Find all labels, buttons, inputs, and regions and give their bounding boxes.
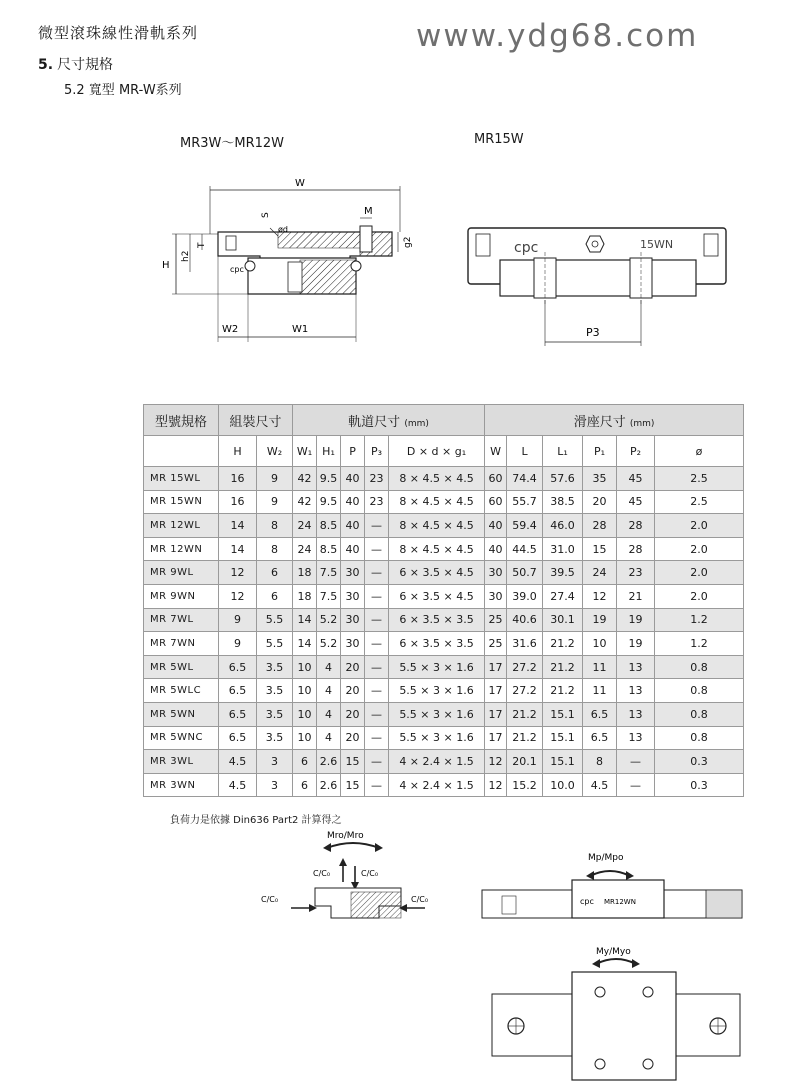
table-row [144,608,744,632]
table-cell: — [365,561,389,585]
table-cell: 19 [617,608,655,632]
table-cell: 20 [341,679,365,703]
table-cell: 15 [341,773,365,797]
dim-w-label: W [295,178,305,189]
table-cell: 50.7 [507,561,543,585]
load-diagram-side-view [480,846,744,936]
table-cell: — [365,773,389,797]
rail-body [500,260,696,296]
table-cell: 7.5 [317,584,341,608]
table-cell: 2.5 [655,490,744,514]
table-cell: 19 [617,632,655,656]
table-cell: 5.5 [257,632,293,656]
table-cell: 23 [365,467,389,491]
column-header: H [219,436,257,467]
dim-w1-label: W1 [292,324,309,335]
table-cell: 10 [293,702,317,726]
column-header: H₁ [317,436,341,467]
page-heading: 微型滾珠線性滑軌系列 [38,24,199,42]
table-cell: 6.5 [219,655,257,679]
table-cell: 57.6 [543,467,583,491]
table-row [144,514,744,538]
table-cell: 0.8 [655,679,744,703]
model-cell: MR 12WL [144,514,219,538]
table-cell: 40 [341,467,365,491]
dim-t-label: T [197,242,207,248]
table-cell: 4.5 [219,750,257,774]
table-cell: 30 [485,584,507,608]
column-header: L₁ [543,436,583,467]
table-cell: 2.0 [655,537,744,561]
table-cell: 45 [617,490,655,514]
header-model: 型號規格 [144,405,219,436]
table-cell: 1.2 [655,608,744,632]
table-cell: 42 [293,467,317,491]
table-cell: 2.0 [655,514,744,538]
table-cell: 6 × 3.5 × 3.5 [389,632,485,656]
table-cell: 27.2 [507,679,543,703]
table-cell: 21.2 [507,702,543,726]
table-cell: 4 [317,655,341,679]
table-cell: 17 [485,655,507,679]
model-cell: MR 12WN [144,537,219,561]
table-cell: 12 [583,584,617,608]
table-cell: 74.4 [507,467,543,491]
table-cell: 3.5 [257,726,293,750]
table-cell: 8 × 4.5 × 4.5 [389,467,485,491]
table-cell: — [365,655,389,679]
table-cell: 16 [219,467,257,491]
table-cell: 40 [341,537,365,561]
table-cell: 14 [293,632,317,656]
model-cell: MR 3WN [144,773,219,797]
table-cell: 44.5 [507,537,543,561]
table-cell: 21.2 [543,679,583,703]
table-cell: 4.5 [583,773,617,797]
section-title: 尺寸規格 [57,57,114,73]
dim-d-label: ød [278,225,288,234]
column-header: D × d × g₁ [389,436,485,467]
table-cell: — [617,750,655,774]
model-cell: MR 7WL [144,608,219,632]
dim-h2-label: h2 [181,250,191,262]
table-cell: — [365,679,389,703]
table-cell: 45 [617,467,655,491]
model-cell: MR 5WNC [144,726,219,750]
table-cell: 9 [219,632,257,656]
dim-p3-label: P3 [586,326,600,339]
table-cell: 5.5 × 3 × 1.6 [389,726,485,750]
table-row [144,561,744,585]
table-cell: 60 [485,467,507,491]
block-brand-mark: cpc [580,897,594,906]
table-cell: 55.7 [507,490,543,514]
table-cell: 4.5 [219,773,257,797]
label-mro: Mro/Mro [327,831,364,841]
table-row [144,679,744,703]
table-row [144,702,744,726]
table-cell: 10.0 [543,773,583,797]
table-cell: 8 [583,750,617,774]
label-my: My/Myo [596,947,631,957]
model-cell: MR 5WL [144,655,219,679]
table-cell: 18 [293,561,317,585]
rail-bolt-hole [288,262,302,292]
table-cell: 4 [317,726,341,750]
model-cell: MR 9WN [144,584,219,608]
dim-g2-label: g2 [403,236,413,248]
table-cell: 25 [485,608,507,632]
table-cell: 28 [583,514,617,538]
label-mp: Mp/Mpo [588,853,624,863]
table-cell: 24 [293,514,317,538]
table-cell: 19 [583,608,617,632]
table-cell: 12 [485,750,507,774]
table-row [144,773,744,797]
table-cell: 30 [341,632,365,656]
model-marking: 15WN [640,238,674,251]
table-cell: 2.6 [317,750,341,774]
column-header: P [341,436,365,467]
table-cell: 15.1 [543,750,583,774]
table-row [144,655,744,679]
column-header: P₃ [365,436,389,467]
model-cell: MR 3WL [144,750,219,774]
table-cell: 20 [341,702,365,726]
table-cell: 10 [293,679,317,703]
table-cell: 20 [341,726,365,750]
model-cell: MR 9WL [144,561,219,585]
table-cell: 30 [341,608,365,632]
table-cell: 8 × 4.5 × 4.5 [389,537,485,561]
column-header: W₂ [257,436,293,467]
table-cell: 23 [365,490,389,514]
table-row [144,726,744,750]
table-cell: 5.5 [257,608,293,632]
table-cell: 60 [485,490,507,514]
load-note: 負荷力是依據 Din636 Part2 計算得之 [170,815,342,826]
website-url: www.ydg68.com [416,18,699,54]
table-cell: — [365,537,389,561]
cross-section-drawing [160,172,413,352]
table-cell: 10 [293,655,317,679]
table-cell: 6.5 [583,726,617,750]
table-cell: 15.1 [543,702,583,726]
table-cell: 0.8 [655,655,744,679]
model-cell: MR 5WLC [144,679,219,703]
spec-table [143,404,744,797]
table-cell: 20 [583,490,617,514]
table-body [144,467,744,797]
table-cell: 23 [617,561,655,585]
table-cell: 38.5 [543,490,583,514]
table-cell: 9 [257,490,293,514]
table-cell: 28 [617,537,655,561]
table-cell: 17 [485,702,507,726]
table-cell: 6.5 [219,702,257,726]
block-model-mark: MR12WN [604,898,636,906]
table-cell: 9.5 [317,467,341,491]
table-cell: 31.6 [507,632,543,656]
column-header: W [485,436,507,467]
section-heading [38,54,113,74]
column-header: P₁ [583,436,617,467]
table-column-header-row [144,436,744,467]
table-cell: 10 [583,632,617,656]
table-cell: 27.4 [543,584,583,608]
grease-nipple-icon [586,236,604,252]
table-cell: 6 × 3.5 × 3.5 [389,608,485,632]
table-row [144,750,744,774]
table-cell: — [365,584,389,608]
table-cell: 21.2 [507,726,543,750]
dim-w2-label: W2 [222,324,239,335]
label-c-side-right: C/C₀ [411,895,429,904]
table-cell: 2.5 [655,467,744,491]
column-header: ø [655,436,744,467]
table-cell: 21.2 [543,632,583,656]
table-cell: 9 [219,608,257,632]
table-cell: 30 [485,561,507,585]
column-header: P₂ [617,436,655,467]
table-cell: — [365,702,389,726]
label-c-left: C/C₀ [313,869,331,878]
table-cell: 11 [583,679,617,703]
table-group-header-row [144,405,744,436]
table-cell: 30.1 [543,608,583,632]
table-cell: 2.0 [655,584,744,608]
table-cell: 6.5 [219,726,257,750]
table-cell: 3 [257,750,293,774]
brand-mark-left: cpc [230,265,244,274]
section-number: 5. [38,57,54,73]
column-header: L [507,436,543,467]
header-rail: 軌道尺寸 (mm) [293,405,485,436]
table-cell: 40.6 [507,608,543,632]
table-cell: 46.0 [543,514,583,538]
table-cell: 8.5 [317,514,341,538]
table-cell: 17 [485,726,507,750]
table-row [144,490,744,514]
table-cell: 9 [257,467,293,491]
table-cell: — [365,608,389,632]
table-cell: 3 [257,773,293,797]
dim-m-label: M [364,206,373,217]
table-cell: 6 [257,561,293,585]
table-cell: 12 [219,561,257,585]
table-cell: 13 [617,655,655,679]
table-cell: 3.5 [257,655,293,679]
table-cell: 13 [617,679,655,703]
table-cell: — [365,750,389,774]
table-cell: 8 [257,514,293,538]
table-cell: 13 [617,726,655,750]
table-cell: 6.5 [583,702,617,726]
table-cell: 14 [293,608,317,632]
table-cell: 5.5 × 3 × 1.6 [389,679,485,703]
header-assembly: 組裝尺寸 [219,405,293,436]
table-cell: 16 [219,490,257,514]
table-cell: 40 [341,490,365,514]
load-diagram-cross-section [255,826,455,936]
header-block: 滑座尺寸 (mm) [485,405,744,436]
label-c-right: C/C₀ [361,869,379,878]
table-cell: — [365,632,389,656]
table-row [144,584,744,608]
table-cell: 1.2 [655,632,744,656]
model-cell: MR 15WL [144,467,219,491]
ball [351,261,361,271]
table-cell: 35 [583,467,617,491]
table-cell: 4 × 2.4 × 1.5 [389,773,485,797]
model-cell: MR 7WN [144,632,219,656]
table-cell: 40 [341,514,365,538]
brand-logo: cpc [514,240,539,256]
table-cell: 15.1 [543,726,583,750]
table-cell: 3.5 [257,702,293,726]
table-cell: 6 [293,773,317,797]
model-cell: MR 5WN [144,702,219,726]
subsection-heading: 5.2 寬型 MR-W系列 [64,83,182,98]
column-header: W₁ [293,436,317,467]
table-cell: 13 [617,702,655,726]
table-cell: 5.2 [317,608,341,632]
model-cell: MR 15WN [144,490,219,514]
table-cell: 40 [485,537,507,561]
dim-h-label: H [162,260,170,271]
table-cell: 14 [219,514,257,538]
table-cell: 0.3 [655,773,744,797]
table-cell: 3.5 [257,679,293,703]
table-cell: 17 [485,679,507,703]
table-cell: 40 [485,514,507,538]
table-cell: 6 [257,584,293,608]
table-cell: 8 [257,537,293,561]
table-cell: 21 [617,584,655,608]
table-cell: 4 × 2.4 × 1.5 [389,750,485,774]
table-cell: 21.2 [543,655,583,679]
table-cell: 11 [583,655,617,679]
table-cell: 0.8 [655,702,744,726]
table-cell: 4 [317,679,341,703]
table-cell: 4 [317,702,341,726]
table-cell: — [365,726,389,750]
table-cell: 10 [293,726,317,750]
table-row [144,632,744,656]
table-cell: 7.5 [317,561,341,585]
table-cell: 39.0 [507,584,543,608]
table-cell: 18 [293,584,317,608]
table-row [144,467,744,491]
table-cell: 15 [583,537,617,561]
table-cell: 2.6 [317,773,341,797]
table-cell: 2.0 [655,561,744,585]
table-cell: — [365,514,389,538]
table-cell: 20 [341,655,365,679]
table-cell: 5.5 × 3 × 1.6 [389,655,485,679]
table-cell: 9.5 [317,490,341,514]
table-cell: 0.3 [655,750,744,774]
table-cell: 5.5 × 3 × 1.6 [389,702,485,726]
table-cell: 39.5 [543,561,583,585]
table-row [144,537,744,561]
table-cell: 8.5 [317,537,341,561]
table-cell: 12 [485,773,507,797]
table-cell: 0.8 [655,726,744,750]
figure-label-right: MR15W [474,132,524,147]
table-cell: 30 [341,584,365,608]
table-cell: — [617,773,655,797]
table-cell: 6.5 [219,679,257,703]
table-cell: 15.2 [507,773,543,797]
table-cell: 20.1 [507,750,543,774]
table-cell: 31.0 [543,537,583,561]
table-cell: 12 [219,584,257,608]
table-cell: 25 [485,632,507,656]
table-cell: 15 [341,750,365,774]
dim-s-label: S [261,212,271,218]
label-c-side-left: C/C₀ [261,895,279,904]
load-diagram-top-view [488,944,744,1080]
table-cell: 6 × 3.5 × 4.5 [389,584,485,608]
table-cell: 8 × 4.5 × 4.5 [389,514,485,538]
table-cell: 42 [293,490,317,514]
table-cell: 28 [617,514,655,538]
figure-label-left: MR3W～MR12W [180,136,285,151]
table-cell: 24 [293,537,317,561]
table-cell: 59.4 [507,514,543,538]
table-cell: 8 × 4.5 × 4.5 [389,490,485,514]
table-cell: 6 [293,750,317,774]
table-cell: 24 [583,561,617,585]
table-cell: 5.2 [317,632,341,656]
table-cell: 30 [341,561,365,585]
table-cell: 14 [219,537,257,561]
table-cell: 27.2 [507,655,543,679]
mr15w-front-drawing [462,222,734,352]
table-cell: 6 × 3.5 × 4.5 [389,561,485,585]
